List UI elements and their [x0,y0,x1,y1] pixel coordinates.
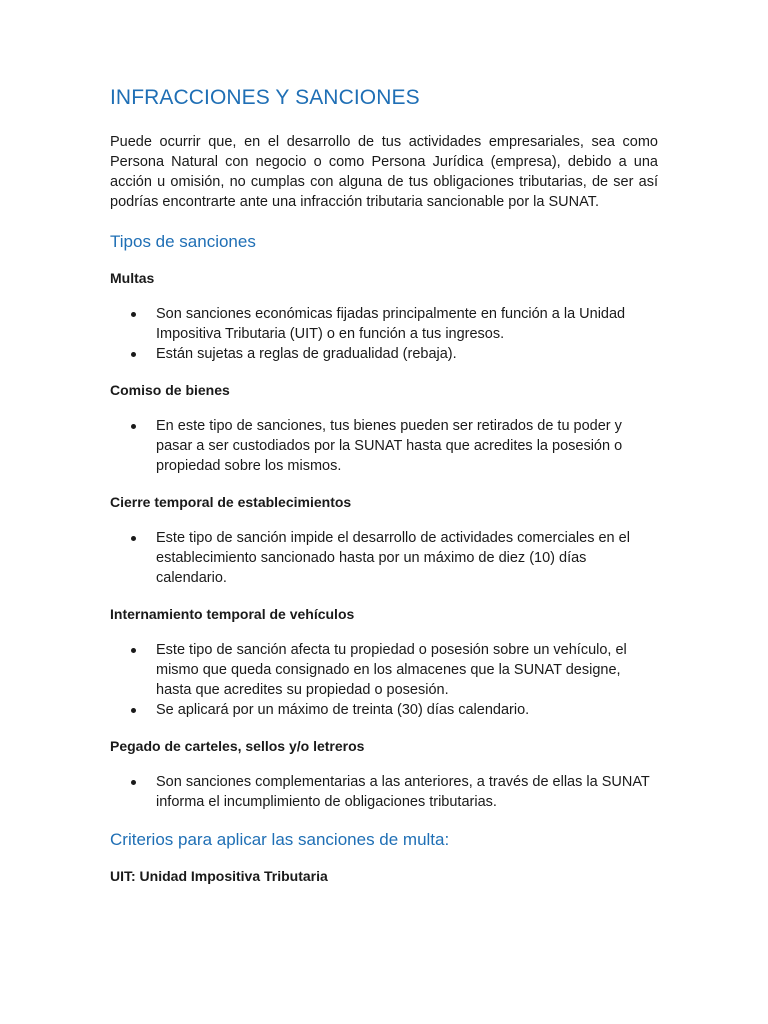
criterios-heading: Criterios para aplicar las sanciones de multa: [110,830,450,849]
document-page [110,86,658,902]
bullet-icon [131,536,136,541]
uit-heading: UIT: Unidad Impositiva Tributaria [110,868,328,884]
list-item-text: Este tipo de sanción afecta tu propiedad o posesión sobre un vehículo, el mismo que queda consignado en los almacenes que la SUNAT designe, hasta que acredites su propiedad o posesión. [156,642,627,698]
list-item-text: Son sanciones económicas fijadas principalmente en función a la Unidad Impositiva Tributaria (UIT) o en función a tus ingresos. [156,306,626,342]
list-item-text: Son sanciones complementarias a las anteriores, a través de ellas la SUNAT informa el incumplimiento de obligaciones tributarias. [156,774,650,810]
document-title: INFRACCIONES Y SANCIONES [110,86,420,109]
sanction-type-comiso [110,382,658,476]
list-item [110,416,658,476]
list-item [110,344,658,364]
bullet-list-pegado [110,772,658,812]
list-item-text: Este tipo de sanción impide el desarrollo de actividades comerciales en el establecimiento sancionado hasta por un máximo de diez (10) días calendario. [156,530,630,586]
bullet-list-internamiento [110,640,658,720]
list-item [110,528,658,588]
list-item [110,304,658,344]
bullet-icon [131,312,136,317]
sub-heading-cierre: Cierre temporal de establecimientos [110,494,352,510]
list-item-text: En este tipo de sanciones, tus bienes pueden ser retirados de tu poder y pasar a ser custodiados por la SUNAT hasta que acredites la posesión o propiedad sobre los mismos. [156,418,623,474]
list-item [110,772,658,812]
bullet-icon [131,780,136,785]
list-item [110,700,658,720]
sub-heading-internamiento: Internamiento temporal de vehículos [110,606,355,622]
sub-heading-multas: Multas [110,270,155,286]
tipos-sanciones-heading: Tipos de sanciones [110,232,256,251]
bullet-list-multas [110,304,658,364]
intro-paragraph: Puede ocurrir que, en el desarrollo de tus actividades empresariales, sea como Persona Natural con negocio o como Persona Jurídica (empresa), debido a una acción u omisión, no cumplas con alguna de tus obligaciones tributarias, de ser así podrías encontrarte ante una infracción tributaria sancionable por la SUNAT. [110,134,658,210]
list-item-text: Están sujetas a reglas de gradualidad (rebaja). [156,346,457,362]
bullet-list-cierre [110,528,658,588]
sub-heading-pegado: Pegado de carteles, sellos y/o letreros [110,738,365,754]
bullet-icon [131,648,136,653]
sanction-type-internamiento [110,606,658,720]
bullet-icon [131,352,136,357]
sanction-type-multas [110,270,658,364]
list-item [110,640,658,700]
bullet-icon [131,424,136,429]
bullet-icon [131,708,136,713]
sanction-type-cierre [110,494,658,588]
list-item-text: Se aplicará por un máximo de treinta (30) días calendario. [156,702,530,718]
sub-heading-comiso: Comiso de bienes [110,382,230,398]
sanction-type-pegado [110,738,658,812]
bullet-list-comiso [110,416,658,476]
